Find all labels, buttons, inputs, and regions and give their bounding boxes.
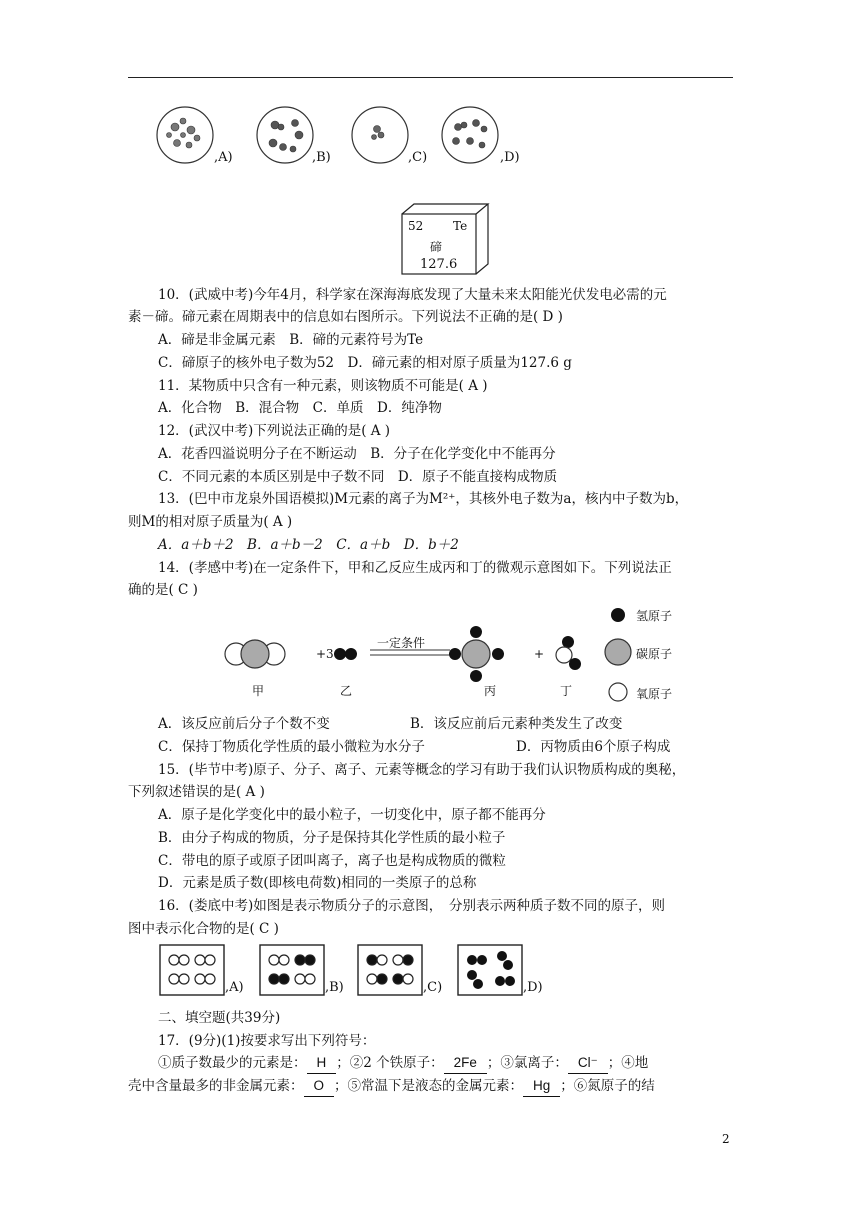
q11-line1: 11．某物质中只含有一种元素，则该物质不可能是( A ) (158, 378, 488, 394)
q17-line1: 17．(9分)(1)按要求写出下列符号： (158, 1033, 376, 1049)
product-d-name: 丁 (560, 684, 573, 698)
q15-option-c: C．带电的原子或原子团叫离子，离子也是构成物质的微粒 (158, 853, 506, 869)
element-card-symbol: Te (453, 219, 468, 233)
q17-answer-5: O (304, 1076, 335, 1097)
element-card-number: 52 (408, 219, 424, 233)
q10-line2: 素－碲。碲元素在周期表中的信息如右图所示。下列说法不正确的是( D ) (128, 309, 563, 325)
q17-prompt-4: ；④地 (607, 1055, 649, 1071)
reaction-diagram (218, 600, 688, 710)
q17-answer-1: H (307, 1053, 337, 1074)
q14-option-c: C．保持丁物质化学性质的最小微粒为水分子 (158, 739, 425, 755)
molecule-circle-d (440, 105, 502, 171)
option-label-d: ,D) (500, 150, 520, 165)
reaction-condition: 一定条件 (377, 636, 426, 650)
q17-prompt-6: ；⑤常温下是液态的金属元素： (334, 1078, 524, 1094)
q15-option-b: B．由分子构成的物质，分子是保持其化学性质的最小粒子 (158, 830, 506, 846)
q15-line1: 15．(毕节中考)原子、分子、离子、元素等概念的学习有助于我们认识物质构成的奥秘， (158, 762, 686, 778)
q14-option-d: D．丙物质由6个原子构成 (516, 739, 671, 755)
box-label-c: ,C) (423, 980, 443, 995)
reactant-a-name: 甲 (252, 684, 265, 698)
q10-option-cd: C．碲原子的核外电子数为52 D．碲元素的相对原子质量为127.6 g (158, 355, 572, 371)
q17-prompt-1: ①质子数最少的元素是： (158, 1055, 307, 1071)
product-c-name: 丙 (484, 684, 497, 698)
q17-prompt-2: ；②2 个铁原子： (336, 1055, 444, 1071)
element-card-name: 碲 (430, 240, 443, 254)
q17-prompt-7: ；⑥氮原子的结 (560, 1078, 655, 1094)
q17-line2 (158, 1053, 648, 1074)
element-card-mass: 127.6 (420, 257, 458, 272)
q13-options: A．a＋b＋2 B．a＋b－2 C．a＋b D．b＋2 (158, 537, 459, 553)
reaction-coefficient: 3 (326, 647, 334, 661)
legend-hydrogen: 氢原子 (636, 609, 673, 623)
q13-line2: 则M的相对原子质量为( A ) (128, 514, 293, 530)
q17-line3 (128, 1076, 655, 1097)
q11-options: A．化合物 B．混合物 C．单质 D．纯净物 (158, 400, 442, 416)
legend-oxygen: 氧原子 (636, 687, 673, 701)
q17-prompt-3: ；③氯离子： (486, 1055, 568, 1071)
page-number: 2 (722, 1132, 730, 1146)
legend-carbon: 碳原子 (636, 647, 673, 661)
section-2-heading: 二、填空题(共39分) (158, 1010, 281, 1026)
q16-line1: 16．(娄底中考)如图是表示物质分子的示意图， 分别表示两种质子数不同的原子，则 (158, 898, 665, 914)
q12-option-ab: A．花香四溢说明分子在不断运动 B．分子在化学变化中不能再分 (158, 446, 556, 462)
option-label-b: ,B) (312, 150, 331, 165)
q14-line1: 14．(孝感中考)在一定条件下，甲和乙反应生成丙和丁的微观示意图如下。下列说法正 (158, 560, 672, 576)
reactant-b-name: 乙 (340, 684, 353, 698)
q12-option-cd: C．不同元素的本质区别是中子数不同 D．原子不能直接构成物质 (158, 469, 558, 485)
q12-line1: 12．(武汉中考)下列说法正确的是( A ) (158, 423, 391, 439)
q17-answer-6: Hg (523, 1076, 560, 1097)
q10-option-ab: A．碲是非金属元素 B．碲的元素符号为Te (158, 332, 424, 348)
header-rule (128, 77, 733, 78)
q17-answer-2: 2Fe (444, 1053, 487, 1074)
q14-option-a: A．该反应前后分子个数不变 (158, 716, 330, 732)
q16-line2: 图中表示化合物的是( C ) (128, 921, 279, 937)
option-label-a: ,A) (214, 150, 233, 165)
box-label-b: ,B) (325, 980, 344, 995)
q17-prompt-5: 壳中含量最多的非金属元素： (128, 1078, 304, 1094)
q15-option-a: A．原子是化学变化中的最小粒子，一切变化中，原子都不能再分 (158, 807, 546, 823)
q10-line1: 10．(武威中考)今年4月，科学家在深海海底发现了大量未来太阳能光伏发电必需的元 (158, 287, 667, 303)
q13-line1: 13．(巴中市龙泉外国语模拟)M元素的离子为M²⁺，其核外电子数为a，核内中子数为b， (158, 491, 689, 507)
box-label-d: ,D) (523, 980, 543, 995)
q14-line2: 确的是( C ) (128, 582, 198, 598)
box-label-a: ,A) (225, 980, 244, 995)
q14-option-b: B．该反应前后元素种类发生了改变 (410, 716, 623, 732)
q15-line2: 下列叙述错误的是( A ) (128, 784, 265, 800)
option-label-c: ,C) (408, 150, 428, 165)
q17-answer-3: Cl⁻ (568, 1053, 608, 1074)
q15-option-d: D．元素是质子数(即核电荷数)相同的一类原子的总称 (158, 875, 477, 891)
plus-sign-2: + (534, 647, 545, 661)
plus-sign-1: + (316, 647, 327, 661)
